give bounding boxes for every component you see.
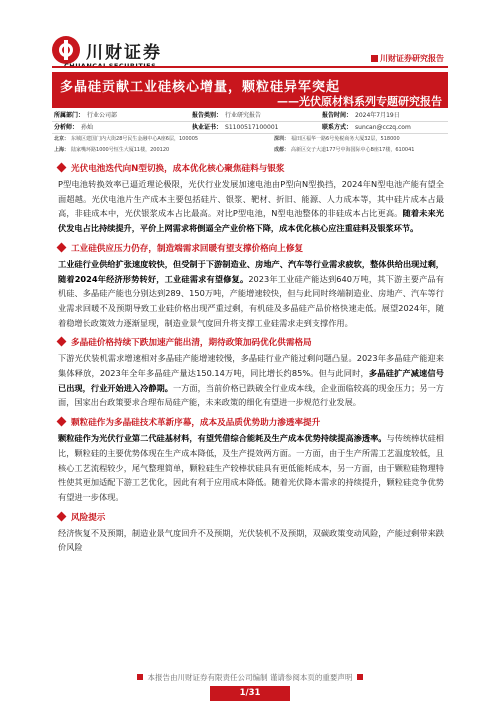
shanghai-label: 上海： [54, 147, 70, 153]
report-subtitle: ——光伏原材料系列专题研究报告 [277, 95, 442, 108]
report-date-label: 报告时间： [322, 112, 353, 119]
diamond-bullet-icon [57, 242, 67, 252]
square-bullet-icon [371, 55, 378, 62]
analyst-label: 分析师： [54, 124, 79, 131]
chengdu-address: 高新区交子大道177号中海国际中心B座17楼，610041 [291, 147, 415, 153]
text-segment: 一方面，当前价格已跌破全行业成本线，企业面临较高的现金压力；另一方面，国家出台政策要求合理布局硅产能，未来政策的细化有望进一步规范行业发展。 [58, 382, 444, 408]
footer-statement-text: 本报告由川财证券有限责任公司编制 谨请参阅本页的重要声明 [147, 673, 353, 682]
summary-section [58, 336, 444, 410]
section-paragraph [58, 431, 444, 505]
diamond-bullet-icon [57, 163, 67, 173]
bold-text-segment: 颗粒硅作为光伏行业第二代硅基材料，有望凭借综合能耗及生产成本优势持续提高渗透率。 [58, 433, 387, 444]
bold-text-segment: 随着未来光伏发电占比持续提升，平价上网需求将倒逼全产业价格下降，成本优化核心应注重硅料及银浆环节。 [58, 208, 444, 234]
report-type-label: 报告类别： [192, 112, 223, 119]
department-label: 所属部门： [54, 112, 85, 119]
section-heading [58, 336, 444, 348]
text-segment: 下游光伏装机需求增速相对多晶硅产能增速较慢，多晶硅行业产能过剩问题凸显。2023年多晶硅产能迎来集体释放，2023年全年多晶硅产量达150.14万吨，同比增长约85%。但与此同时， [58, 353, 444, 379]
report-body [58, 162, 444, 561]
bold-text-segment: 工业硅行业供给扩张速度较快，但受制于下游制造业、房地产、汽车等行业需求疲软，整体供给出现过剩，随着2024年经济形势转好，工业硅需求有望修复。 [58, 258, 444, 284]
summary-section [58, 416, 444, 505]
summary-section [58, 242, 444, 331]
section-heading [58, 162, 444, 174]
report-tag-text: 川财证券研究报告 [380, 54, 444, 63]
diamond-bullet-icon [57, 511, 67, 521]
info-row [52, 110, 448, 122]
section-paragraph [58, 257, 444, 331]
contact-label: 联系方式： [322, 124, 353, 131]
text-segment: 经济恢复不及预期，制造业景气度回升不及预期，光伏装机不及预期，双碳政策变动风险，产能过剩带来跌价风险 [58, 527, 444, 553]
beijing-label: 北京： [54, 136, 70, 142]
section-heading-text: 风险提示 [71, 512, 106, 523]
header [0, 0, 500, 72]
address-row [52, 134, 448, 145]
shenzhen-label: 深圳： [274, 136, 290, 142]
summary-section [58, 162, 444, 236]
square-bullet-icon [357, 674, 363, 680]
section-heading-text: 光伏电池迭代向N型切换，成本优化核心聚焦硅料与银浆 [71, 164, 285, 174]
report-type-value: 行业研究报告 [225, 112, 262, 119]
section-heading-text: 工业硅供应压力仍存，制造端需求回暖有望支撑价格向上修复 [71, 243, 304, 254]
info-row [52, 122, 448, 134]
analyst-value: 孙灿 [81, 124, 94, 131]
diamond-bullet-icon [57, 337, 67, 347]
section-paragraph [58, 526, 444, 555]
report-info-table [52, 110, 448, 156]
section-heading [58, 511, 444, 523]
page-number: 1/31 [210, 686, 290, 701]
section-heading-text: 颗粒硅作为多晶硅技术革新序幕，成本及品质优势助力渗透率提升 [71, 418, 321, 429]
department-value: 行业公司部 [87, 112, 118, 119]
section-heading-text: 多晶硅价格持续下跌加速产能出清，期待政策加码优化供需格局 [71, 338, 312, 349]
report-tag [371, 53, 444, 64]
contact-value[interactable]: suncan@cczq.com [355, 124, 411, 131]
footer-statement [0, 672, 500, 683]
summary-section [58, 511, 444, 555]
brand-name: 川财证券 [86, 43, 162, 63]
address-row [52, 145, 448, 156]
chuancai-logo-icon [52, 36, 80, 64]
report-title: 多晶硅贡献工业硅核心增量，颗粒硅异军突起 [60, 80, 341, 95]
chengdu-label: 成都： [274, 147, 290, 153]
certificate-label: 执业证书： [192, 124, 223, 131]
certificate-value: S1100517100001 [225, 124, 279, 131]
text-segment: 与传统棒状硅相比，颗粒硅的主要优势体现在生产成本降低，及生产提效两方面。一方面，由于生产所需工艺温度较低，且核心工艺流程较少，尾气整理简单，颗粒硅生产较棒状硅具有更低能耗成本，另一方面，由于颗粒硅物理特性使其更加适配下游工艺优化，因此有利于应用成本降低。随着光伏降本需求的持续提升，颗粒硅竞争优势有望进一步体现。 [58, 433, 444, 502]
section-paragraph [58, 177, 444, 236]
shenzhen-address: 福田区福华一路6号免税商务大厦32层，518000 [291, 136, 400, 142]
square-bullet-icon [137, 674, 143, 680]
section-heading [58, 242, 444, 254]
title-banner [52, 72, 448, 108]
beijing-address: 东城区建国门内大街28号民生金融中心A座6层，100005 [71, 136, 199, 142]
diamond-bullet-icon [57, 417, 67, 427]
section-heading [58, 416, 444, 428]
shanghai-address: 陆家嘴环路1000号恒生大厦11楼，200120 [71, 147, 170, 153]
text-segment: 2023年工业硅产能达到640万吨，其下游主要产品有机硅、多晶硅产能也分别达到289、150万吨，产能增速较快，但与此同时终端制造业、房地产、汽车等行业需求回暖不及预期导致工业硅价格出现严重过剩，有机硅及多晶硅产品价格快速走低。展望2024年，随着稳增长政策效力逐渐显现，制造业景气度回升将支撑工业硅需求走到支撑作用。 [58, 273, 444, 328]
section-paragraph [58, 351, 444, 410]
bold-text-segment: 多晶硅扩产减速信号已出现，行业开始进入冷静期。 [58, 368, 444, 393]
header-divider [52, 66, 448, 68]
report-date-value: 2024年7月19日 [355, 112, 400, 119]
text-segment: P型电池转换效率已逼近理论极限，光伏行业发展加速电池由P型向N型换挡，2024年N型电池产能有望全面超越。光伏电池片生产成本主要包括硅片、银浆、靶材、折旧、能源、人力成本等，其中硅片成本占最高，非硅成本中，光伏银浆成本占比最高。对比P型电池，N型电池整体的非硅成本占比更高。 [58, 179, 444, 219]
